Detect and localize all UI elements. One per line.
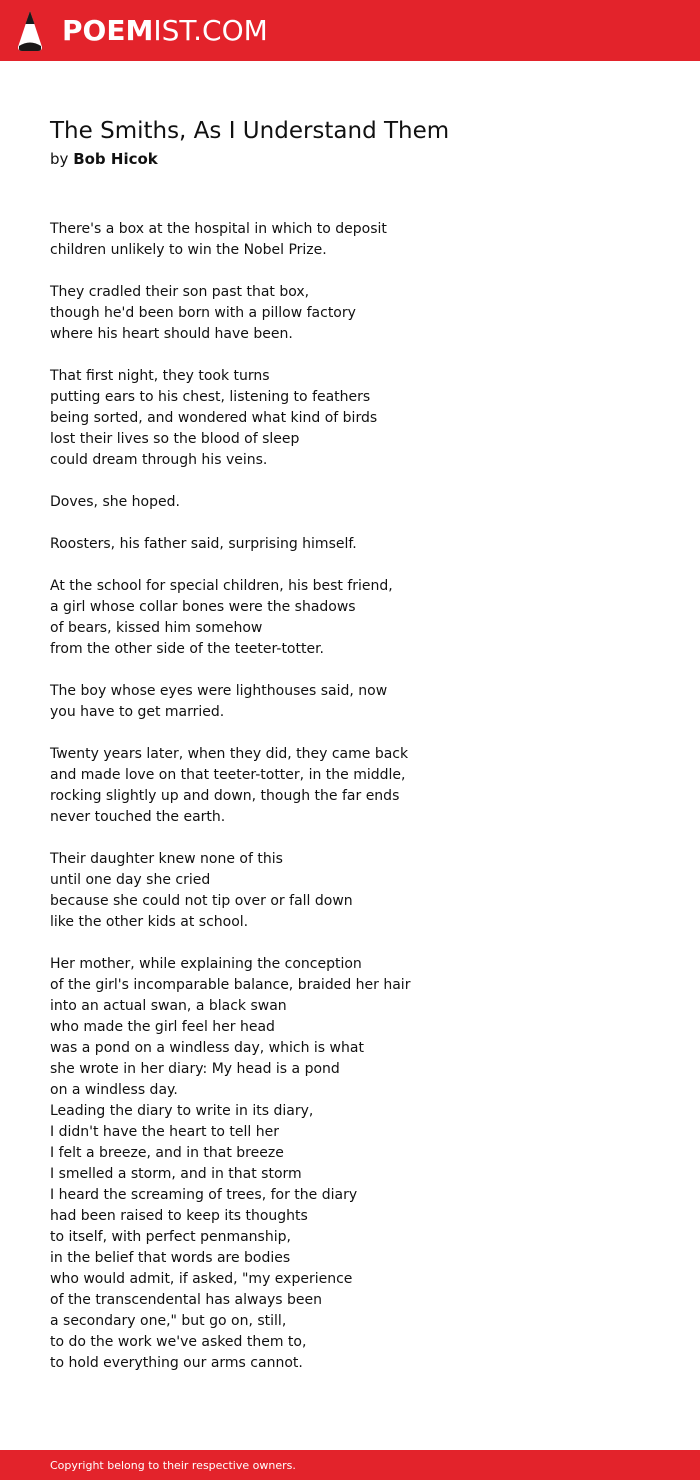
poem-line: from the other side of the teeter-totter. <box>50 641 325 657</box>
poem-line: I heard the screaming of trees, for the diary <box>50 1187 358 1203</box>
poem-line: I smelled a storm, and in that storm <box>50 1166 302 1182</box>
poem-line: lost their lives so the blood of sleep <box>50 431 300 447</box>
poem-body <box>50 219 650 1395</box>
poem-line: who made the girl feel her head <box>50 1019 275 1035</box>
poem-line: on a windless day. <box>50 1082 178 1098</box>
poem-stanza <box>50 744 650 828</box>
poem-line: who would admit, if asked, "my experience <box>50 1271 353 1287</box>
poem-line: and made love on that teeter-totter, in the middle, <box>50 767 406 783</box>
poem-line: Their daughter knew none of this <box>50 851 283 867</box>
poem-line: being sorted, and wondered what kind of birds <box>50 410 378 426</box>
poem-line: had been raised to keep its thoughts <box>50 1208 308 1224</box>
poem-line: you have to get married. <box>50 704 225 720</box>
poem-line: a girl whose collar bones were the shadows <box>50 599 356 615</box>
poem-stanza <box>50 219 650 261</box>
poem-line: though he'd been born with a pillow factory <box>50 305 356 321</box>
poem-line: of the transcendental has always been <box>50 1292 323 1308</box>
poem-line: putting ears to his chest, listening to feathers <box>50 389 371 405</box>
poem-line: never touched the earth. <box>50 809 226 825</box>
poem-line: The boy whose eyes were lighthouses said, now <box>50 683 388 699</box>
poem-line: children unlikely to win the Nobel Prize. <box>50 242 327 258</box>
poem-line: Twenty years later, when they did, they came back <box>50 746 409 762</box>
poem-line: I felt a breeze, and in that breeze <box>50 1145 284 1161</box>
poem-line: They cradled their son past that box, <box>50 284 310 300</box>
poem-line: like the other kids at school. <box>50 914 249 930</box>
poem-line: rocking slightly up and down, though the far ends <box>50 788 400 804</box>
poem-line: where his heart should have been. <box>50 326 293 342</box>
poem-stanza <box>50 576 650 660</box>
logo-bold-text: POEM <box>62 14 154 47</box>
poem-stanza <box>50 681 650 723</box>
poem-line: Leading the diary to write in its diary, <box>50 1103 314 1119</box>
poem-line: I didn't have the heart to tell her <box>50 1124 279 1140</box>
poem-line: because she could not tip over or fall down <box>50 893 353 909</box>
poem-line: could dream through his veins. <box>50 452 268 468</box>
poem-stanza <box>50 282 650 345</box>
poem-line: Doves, she hoped. <box>50 494 180 510</box>
poem-byline <box>50 149 158 169</box>
poem-line: in the belief that words are bodies <box>50 1250 291 1266</box>
poem-line: Her mother, while explaining the conception <box>50 956 362 972</box>
poem-line: was a pond on a windless day, which is what <box>50 1040 364 1056</box>
poem-stanza <box>50 366 650 471</box>
poem-line: of the girl's incomparable balance, braided her hair <box>50 977 411 993</box>
site-logo[interactable] <box>62 13 268 49</box>
poem-line: Roosters, his father said, surprising himself. <box>50 536 357 552</box>
poem-line: That first night, they took turns <box>50 368 270 384</box>
poem-line: to hold everything our arms cannot. <box>50 1355 303 1371</box>
poem-line: At the school for special children, his best friend, <box>50 578 393 594</box>
pencil-tip-icon[interactable] <box>16 9 44 53</box>
poem-line: until one day she cried <box>50 872 211 888</box>
poem-title: The Smiths, As I Understand Them <box>50 118 450 144</box>
site-header <box>0 0 700 61</box>
poem-line: There's a box at the hospital in which to deposit <box>50 221 387 237</box>
site-footer <box>0 1450 700 1480</box>
author-link[interactable]: Bob Hicok <box>73 150 158 168</box>
poem-line: she wrote in her diary: My head is a pond <box>50 1061 340 1077</box>
poem-line: of bears, kissed him somehow <box>50 620 263 636</box>
poem-line: a secondary one," but go on, still, <box>50 1313 287 1329</box>
poem-stanza <box>50 849 650 933</box>
poem-stanza <box>50 492 650 513</box>
copyright-text: Copyright belong to their respective owners. <box>50 1459 296 1472</box>
poem-stanza <box>50 534 650 555</box>
poem-line: into an actual swan, a black swan <box>50 998 287 1014</box>
poem-line: to itself, with perfect penmanship, <box>50 1229 291 1245</box>
poem-stanza <box>50 954 650 1374</box>
logo-light-text: IST.COM <box>153 14 268 47</box>
poem-line: to do the work we've asked them to, <box>50 1334 307 1350</box>
by-prefix: by <box>50 150 69 168</box>
